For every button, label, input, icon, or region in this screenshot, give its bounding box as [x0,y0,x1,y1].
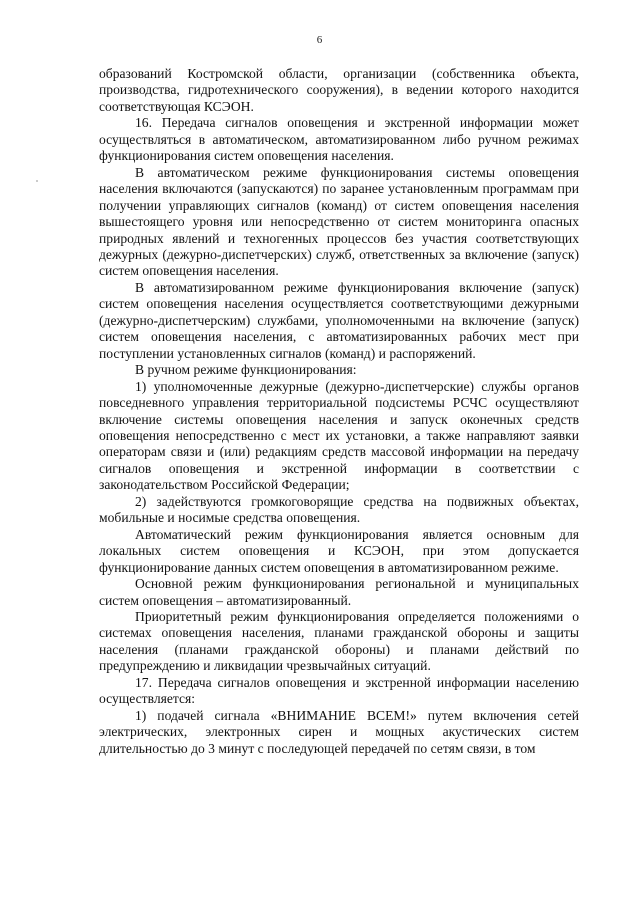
paragraph: 1) подачей сигнала «ВНИМАНИЕ ВСЕМ!» путем включения сетей электрических, электронных сирен и мощных акустических систем длительностью до 3 минут с последующей передачей по сетям связи, в том [99,707,579,756]
paragraph: В ручном режиме функционирования: [135,362,357,378]
paragraph: Основной режим функционирования региональной и муниципальных систем оповещения – автоматизированный. [99,576,579,608]
paragraph: Приоритетный режим функционирования определяется положениями о системах оповещения населения, планами гражданской обороны и защиты населения (планами гражданской обороны) и планами действий по предупреждению и ликвидации чрезвычайных ситуаций. [99,608,579,674]
paragraph: 1) уполномоченные дежурные (дежурно-диспетчерские) службы органов повседневного управления территориальной подсистемы РСЧС осуществляют включение системы оповещения населения и запуск оконечных средств оповещения непосредственно с мест их установки, а также направляют заявки операторам связи и (или) редакциям средств массовой информации на передачу сигналов оповещения и экстренной информации в соответствии с законодательством Российской Федерации; [99,378,579,493]
paragraph: В автоматическом режиме функционирования системы оповещения населения включаются (запускаются) по заранее установленным программам при получении управляющих сигналов (команд) от систем оповещения населения вышестоящего уровня или непосредственно от систем мониторинга опасных природных явлений и техногенных процессов без участия соответствующих дежурных (дежурно-диспетчерских) служб, ответственных за включение (запуск) систем оповещения населения. [99,164,579,279]
paragraph: В автоматизированном режиме функционирования включение (запуск) систем оповещения населения осуществляется соответствующими дежурными (дежурно-диспетчерским) службами, уполномоченными на включение (запуск) систем оповещения населения, с автоматизированных рабочих мест при поступлении установленных сигналов (команд) и распоряжений. [99,279,579,361]
paragraph: Автоматический режим функционирования является основным для локальных систем оповещения и КСЭОН, при этом допускается функционирование данных систем оповещения в автоматизированном режиме. [99,526,579,575]
page-number: 6 [316,34,323,46]
paragraph: 17. Передача сигналов оповещения и экстренной информации населению осуществляется: [99,674,579,707]
body-text [99,66,579,757]
paragraph: образований Костромской области, организации (собственника объекта, производства, гидротехнического сооружения), в ведении которого находится соответствующая КСЭОН. [99,66,579,114]
paragraph: 2) задействуются громкоговорящие средства на подвижных объектах, мобильные и носимые средства оповещения. [99,493,579,526]
paragraph: 16. Передача сигналов оповещения и экстренной информации может осуществляться в автоматическом, автоматизированном либо ручном режимах функционирования систем оповещения населения. [99,115,579,164]
scan-speck [36,180,38,182]
